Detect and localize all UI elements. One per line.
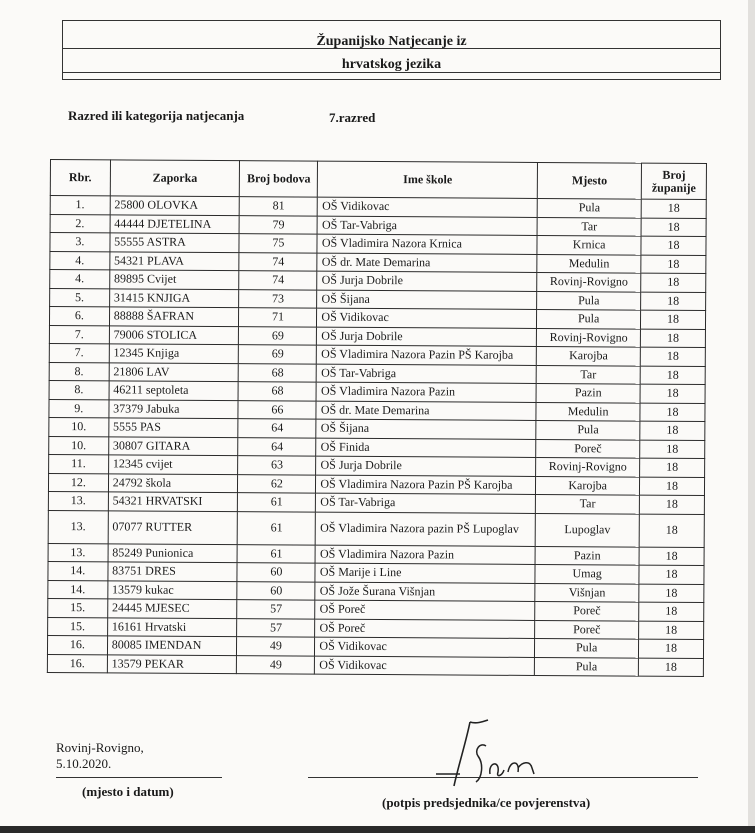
cell-bodovi: 57 <box>237 600 315 619</box>
cell-skola: OŠ Vladimira Nazora Pazin <box>316 382 536 402</box>
category-value: 7.razred <box>329 110 376 125</box>
cell-rbr: 7. <box>49 325 109 344</box>
cell-zupanija: 18 <box>639 639 704 658</box>
cell-skola: OŠ Jurja Dobrile <box>316 456 536 476</box>
cell-skola: OŠ Vidikovac <box>315 656 535 676</box>
header-skola: Ime škole <box>318 161 538 198</box>
cell-zupanija: 18 <box>638 658 703 677</box>
cell-bodovi: 49 <box>237 655 315 674</box>
cell-zaporka: 07077 RUTTER <box>108 510 238 544</box>
cell-zaporka: 25800 OLOVKA <box>110 196 240 215</box>
cell-mjesto: Pula <box>535 638 639 657</box>
cell-bodovi: 71 <box>239 308 317 327</box>
cell-rbr: 6. <box>49 307 109 326</box>
cell-rbr: 14. <box>48 561 108 580</box>
category-label: Razred ili kategorija natjecanja <box>68 108 245 123</box>
cell-mjesto: Pula <box>537 291 641 310</box>
cell-rbr: 13. <box>48 510 108 543</box>
cell-skola: OŠ Finida <box>316 438 536 458</box>
title-box <box>62 20 721 80</box>
cell-zaporka: 24792 škola <box>108 473 238 492</box>
cell-zaporka: 80085 IMENDAN <box>107 636 237 655</box>
cell-mjesto: Pazin <box>536 383 640 402</box>
cell-mjesto: Pula <box>537 309 641 328</box>
cell-skola: OŠ Vidikovac <box>315 637 535 657</box>
cell-mjesto: Karojba <box>537 346 641 365</box>
cell-zaporka: 79006 STOLICA <box>109 325 239 344</box>
cell-zupanija: 18 <box>639 547 704 566</box>
header-zaporka: Zaporka <box>110 160 240 197</box>
cell-mjesto: Rovinj-Rovigno <box>537 328 641 347</box>
cell-skola: OŠ Vidikovac <box>317 308 537 328</box>
cell-bodovi: 69 <box>239 326 317 345</box>
cell-zaporka: 13579 kukac <box>108 580 238 599</box>
cell-zupanija: 18 <box>641 292 706 311</box>
table-header-row <box>50 160 706 200</box>
cell-zaporka: 37379 Jabuka <box>109 399 239 418</box>
cell-zupanija: 18 <box>640 384 705 403</box>
header-bodovi: Broj bodova <box>240 161 318 197</box>
cell-mjesto: Poreč <box>535 620 639 639</box>
cell-zaporka: 31415 KNJIGA <box>109 288 239 307</box>
page-edge <box>0 826 755 833</box>
cell-bodovi: 49 <box>237 637 315 656</box>
cell-zupanija: 18 <box>641 236 706 255</box>
cell-rbr: 8. <box>49 362 109 381</box>
cell-bodovi: 61 <box>238 493 316 512</box>
cell-zupanija: 18 <box>639 495 704 514</box>
cell-mjesto: Poreč <box>535 601 639 620</box>
place-text: Rovinj-Rovigno, <box>56 740 144 755</box>
cell-bodovi: 61 <box>237 544 315 563</box>
cell-skola: OŠ Poreč <box>315 600 535 620</box>
cell-zaporka: 21806 LAV <box>109 362 239 381</box>
cell-rbr: 3. <box>50 233 110 252</box>
cell-mjesto: Rovinj-Rovigno <box>536 457 640 476</box>
cell-zaporka: 54321 PLAVA <box>110 251 240 270</box>
cell-mjesto: Tar <box>536 494 640 513</box>
cell-rbr: 1. <box>50 196 110 215</box>
cell-bodovi: 63 <box>238 456 316 475</box>
cell-mjesto: Pazin <box>535 546 639 565</box>
cell-skola: OŠ Jože Šurana Višnjan <box>315 582 535 602</box>
cell-skola: OŠ Tar-Vabriga <box>317 216 537 236</box>
cell-skola: OŠ Tar-Vabriga <box>317 364 537 384</box>
cell-skola: OŠ Vidikovac <box>318 197 538 217</box>
cell-zaporka: 44444 DJETELINA <box>110 214 240 233</box>
cell-zupanija: 18 <box>639 514 704 547</box>
cell-bodovi: 64 <box>238 419 316 438</box>
cell-skola: OŠ Vladimira Nazora Krnica <box>317 234 537 254</box>
cell-zaporka: 5555 PAS <box>109 418 239 437</box>
cell-rbr: 7. <box>49 343 109 362</box>
cell-mjesto: Tar <box>537 217 641 236</box>
cell-rbr: 2. <box>50 214 110 233</box>
cell-zupanija: 18 <box>640 329 705 348</box>
cell-skola: OŠ Tar-Vabriga <box>316 493 536 513</box>
cell-rbr: 15. <box>48 598 108 617</box>
cell-zaporka: 85249 Punionica <box>108 543 238 562</box>
document-subtitle: hrvatskog jezika <box>341 57 442 72</box>
cell-zaporka: 46211 septoleta <box>109 381 239 400</box>
cell-bodovi: 73 <box>239 289 317 308</box>
header-rbr: Rbr. <box>50 160 110 196</box>
cell-zaporka: 88888 ŠAFRAN <box>109 307 239 326</box>
cell-mjesto: Lupoglav <box>535 513 639 547</box>
cell-bodovi: 74 <box>239 252 317 271</box>
signature-label: (potpis predsjednika/ce povjerenstva) <box>382 795 591 810</box>
cell-bodovi: 79 <box>240 215 318 234</box>
cell-zupanija: 18 <box>639 584 704 603</box>
place-date <box>56 740 144 772</box>
table-row <box>47 654 703 677</box>
cell-zaporka: 24445 MJESEC <box>107 599 237 618</box>
cell-zaporka: 83751 DRES <box>108 562 238 581</box>
cell-mjesto: Rovinj-Rovigno <box>537 272 641 291</box>
cell-zaporka: 54321 HRVATSKI <box>108 492 238 511</box>
cell-mjesto: Pula <box>536 420 640 439</box>
cell-mjesto: Pula <box>537 198 641 217</box>
cell-zupanija: 18 <box>641 255 706 274</box>
cell-mjesto: Krnica <box>537 235 641 254</box>
cell-zupanija: 18 <box>639 565 704 584</box>
cell-mjesto: Umag <box>535 564 639 583</box>
cell-skola: OŠ Vladimira Nazora Pazin PŠ Karojba <box>317 345 537 365</box>
cell-rbr: 10. <box>49 417 109 436</box>
cell-rbr: 5. <box>50 288 110 307</box>
cell-zupanija: 18 <box>639 621 704 640</box>
table-row <box>48 510 704 547</box>
cell-zupanija: 18 <box>640 366 705 385</box>
cell-rbr: 13. <box>48 543 108 562</box>
cell-rbr: 9. <box>49 399 109 418</box>
cell-rbr: 12. <box>48 473 108 492</box>
cell-skola: OŠ Jurja Dobrile <box>317 271 537 291</box>
cell-rbr: 13. <box>48 491 108 510</box>
cell-rbr: 4. <box>50 251 110 270</box>
cell-zupanija: 18 <box>640 477 705 496</box>
cell-rbr: 14. <box>48 580 108 599</box>
handwritten-signature <box>430 712 550 792</box>
cell-bodovi: 62 <box>238 474 316 493</box>
cell-mjesto: Medulin <box>536 402 640 421</box>
cell-zupanija: 18 <box>641 273 706 292</box>
place-date-line <box>56 777 222 778</box>
cell-skola: OŠ Marije i Line <box>315 563 535 583</box>
cell-zupanija: 18 <box>640 403 705 422</box>
cell-zupanija: 18 <box>641 218 706 237</box>
cell-zaporka: 12345 cvijet <box>108 455 238 474</box>
cell-skola: OŠ Poreč <box>315 619 535 639</box>
cell-rbr: 11. <box>49 454 109 473</box>
cell-zupanija: 18 <box>641 310 706 329</box>
cell-rbr: 10. <box>49 436 109 455</box>
cell-zupanija: 18 <box>640 458 705 477</box>
cell-bodovi: 75 <box>239 234 317 253</box>
cell-skola: OŠ Šijana <box>316 419 536 439</box>
cell-skola: OŠ dr. Mate Demarina <box>316 401 536 421</box>
cell-bodovi: 60 <box>237 581 315 600</box>
cell-bodovi: 60 <box>237 563 315 582</box>
cell-bodovi: 61 <box>238 511 316 544</box>
document-title: Županijsko Natjecanje iz <box>316 34 467 49</box>
page-edge <box>748 0 755 833</box>
place-date-label: (mjesto i datum) <box>82 784 174 799</box>
cell-mjesto: Poreč <box>536 439 640 458</box>
cell-zaporka: 16161 Hrvatski <box>107 617 237 636</box>
cell-skola: OŠ Vladimira Nazora pazin PŠ Lupoglav <box>316 512 536 546</box>
cell-rbr: 15. <box>48 617 108 636</box>
cell-skola: OŠ Vladimira Nazora Pazin <box>315 545 535 565</box>
cell-skola: OŠ Jurja Dobrile <box>317 327 537 347</box>
cell-skola: OŠ Šijana <box>317 290 537 310</box>
cell-rbr: 4. <box>50 270 110 289</box>
cell-bodovi: 68 <box>239 363 317 382</box>
cell-zupanija: 18 <box>640 347 705 366</box>
cell-bodovi: 68 <box>238 382 316 401</box>
cell-mjesto: Pula <box>535 657 639 676</box>
cell-rbr: 16. <box>47 654 107 673</box>
cell-zaporka: 89895 Cvijet <box>109 270 239 289</box>
cell-zupanija: 18 <box>640 421 705 440</box>
cell-mjesto: Višnjan <box>535 583 639 602</box>
cell-bodovi: 81 <box>240 197 318 216</box>
cell-skola: OŠ dr. Mate Demarina <box>317 253 537 273</box>
date-text: 5.10.2020. <box>56 756 112 771</box>
cell-bodovi: 57 <box>237 618 315 637</box>
cell-bodovi: 64 <box>238 437 316 456</box>
cell-mjesto: Medulin <box>537 254 641 273</box>
cell-zupanija: 18 <box>640 440 705 459</box>
cell-skola: OŠ Vladimira Nazora Pazin PŠ Karojba <box>316 475 536 495</box>
cell-rbr: 16. <box>47 635 107 654</box>
header-zupanija: Broj županije <box>641 163 706 199</box>
cell-bodovi: 74 <box>239 271 317 290</box>
cell-zupanija: 18 <box>639 602 704 621</box>
cell-mjesto: Tar <box>536 365 640 384</box>
results-table <box>47 159 707 677</box>
cell-bodovi: 66 <box>238 400 316 419</box>
cell-zaporka: 12345 Knjiga <box>109 344 239 363</box>
header-mjesto: Mjesto <box>538 162 642 199</box>
cell-zaporka: 13579 PEKAR <box>107 654 237 673</box>
cell-zupanija: 18 <box>641 199 706 218</box>
cell-zaporka: 30807 GITARA <box>108 436 238 455</box>
cell-bodovi: 69 <box>239 345 317 364</box>
cell-zaporka: 55555 ASTRA <box>110 233 240 252</box>
cell-mjesto: Karojba <box>536 476 640 495</box>
cell-rbr: 8. <box>49 380 109 399</box>
